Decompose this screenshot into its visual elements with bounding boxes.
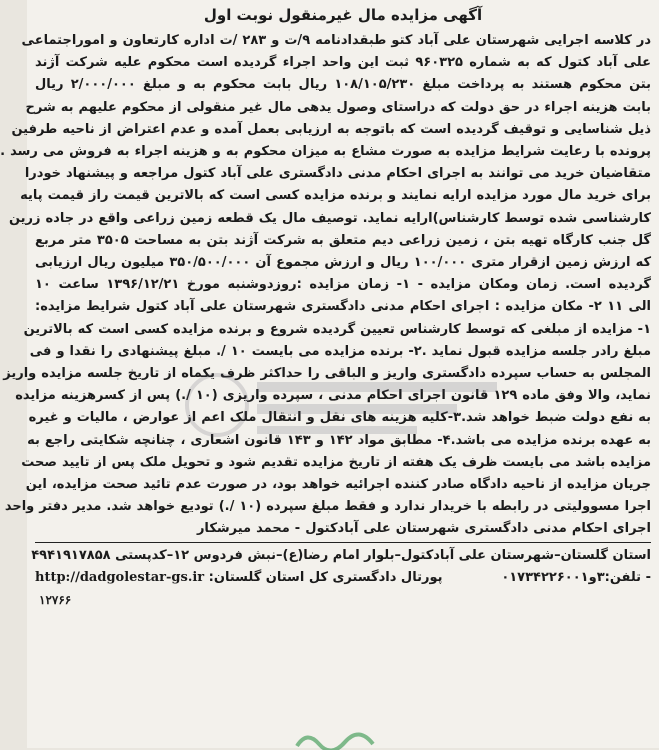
footer-portal-link[interactable]: http://dadgolestar-gs.ir	[35, 570, 205, 586]
notice-line: المجلس به حساب سپرده دادگستری واریز و الباقی را حداکثر ظرف یکماه از تاریخ جلسه مزایده واریز	[3, 366, 651, 382]
notice-line: علی آباد کتول که به شماره ۹۶۰۳۲۵ ثبت این واحد اجراء گردیده است محکوم علیه شرکت آژند	[35, 55, 651, 71]
notice-line: اجرا مسوولیتی در رابطه با خریدار ندارد و فقط مبلغ سپرده (۱۰ /.) تودیع خواهد شد. مدیر دفتر واحد	[4, 499, 651, 515]
footer-phone: - تلفن:۳و۰۱۷۳۴۲۲۶۰۰۱	[501, 570, 651, 586]
notice-line: کارشناسی شده توسط کارشناس)ارایه نماید. توصیف مال یک قطعه زمین زراعی واقع در جاده زرین	[8, 210, 651, 226]
notice-line: مبلغ رادر جلسه مزایده قبول نماید .۲- برنده مزایده می بایست ۱۰ /. مبلغ پیشنهادی را نقدا و فی	[29, 343, 651, 359]
notice-line: در کلاسه اجرایی شهرستان علی آباد کتو طبقدادنامه ۹/ت و ۲۸۳ /ت اداره کارتعاون و اموراجتماعی	[21, 33, 651, 48]
notice-line: بتن محکوم هستند به پرداخت مبلغ ۱۰۸/۱۰۵/۲۳۰ ریال بابت محکوم به و مبلغ ۲/۰۰۰/۰۰۰ ریال	[35, 77, 651, 93]
footer-divider	[35, 542, 651, 543]
notice-signature: اجرای احکام مدنی دادگستری شهرستان علی آبادکتول - محمد میرشکار	[196, 521, 651, 537]
notice-footer	[31, 545, 651, 611]
notice-line: متقاضیان خرید می توانند به اجرای احکام مدنی دادگستری علی آباد کتول مراجعه و پیشنهاد خودرا	[24, 166, 651, 182]
notice-body	[0, 30, 652, 540]
footer-portal-label: پورتال دادگستری کل استان گلستان:	[208, 570, 443, 586]
notice-line: الی ۱۱ ۲- مکان مزایده : اجرای احکام مدنی دادگستری شهرستان علی آباد کتول شرایط مزایده:	[35, 299, 651, 315]
notice-line: ۱- مزایده از مبلغی که توسط کارشناس تعیین گردیده شروع و برنده مزایده کسی است که بالاترین	[23, 321, 651, 337]
notice-line: گل جنب کارگاه تهیه بتن ، زمین زراعی دیم متعلق به شرکت آژند بتن به مساحت ۳۵۰۵ متر مربع	[35, 232, 651, 248]
notice-line: جریان مزایده از ناحیه دادگاه صادر کننده اجرائیه خواهد بود، در صورت عدم تائید صحت مزایده، این	[25, 477, 651, 493]
footer-portal	[35, 567, 443, 589]
notice-line: ذیل شناسایی و توقیف گردیده است که باتوجه به ارزیابی بعمل آمده و عدم اعتراض از ناحیه طرفین	[11, 121, 651, 137]
footer-address: استان گلستان–شهرستان علی آبادکتول–بلوار امام رضا(ع)–نبش فردوس ۱۲–کدپستی ۴۹۴۱۹۱۷۸۵۸	[31, 548, 651, 564]
notice-line: پرونده با رعایت شرایط مزایده به صورت مشاع به میزان محکوم به و هزینه اجراء به فروش می رسد .	[0, 144, 651, 160]
notice-title: آگهی مزایده مال غیرمنقول نوبت اول	[203, 6, 483, 24]
notice-line: به عهده برنده مزایده می باشد.۴- مطابق مواد ۱۴۲ و ۱۴۳ قانون اشعاری ، چنانچه شکایتی راجع به	[27, 432, 651, 448]
notice-line: برای خرید مال مورد مزایده ارایه نمایند و برنده مزایده کسی است که بالاترین قیمت راز قیمت پایه	[20, 188, 651, 204]
footer-contact-row	[35, 567, 651, 589]
stamp-mark-icon	[287, 728, 407, 750]
notice-line: به نفع دولت ضبط خواهد شد.۳-کلیه هزینه های نقل و انتقال ملک اعم از عوارض ، مالیات و غیره	[28, 410, 651, 426]
notice-line: بابت هزینه اجراء در حق دولت که دراستای وصول یدهی مال غیر منقولی از محکوم علیهم به شرح	[25, 99, 651, 115]
notice-line: که ارزش زمین ازقرار متری ۱۰۰/۰۰۰ ریال و ارزش مجموع آن ۳۵۰/۵۰۰/۰۰۰ میلیون ریال ارزیابی	[35, 255, 652, 271]
notice-line: مزایده باشد می بایست ظرف یک هفته از تاریخ مزایده تقدیم شود و تحویل ملک پس از تایید صحت	[21, 454, 651, 470]
notice-line: گردیده است. زمان ومکان مزایده - ۱- زمان مزایده :روزدوشنبه مورخ ۱۳۹۶/۱۲/۲۱ ساعت ۱۰	[35, 277, 651, 293]
notice-code: ۱۲۷۶۶	[39, 593, 72, 608]
notice-line: نماید، والا وفق ماده ۱۲۹ قانون اجرای احکام مدنی ، سپرده واریزی (۱۰ /.) پس از کسرهزینه مزایده	[15, 388, 651, 404]
